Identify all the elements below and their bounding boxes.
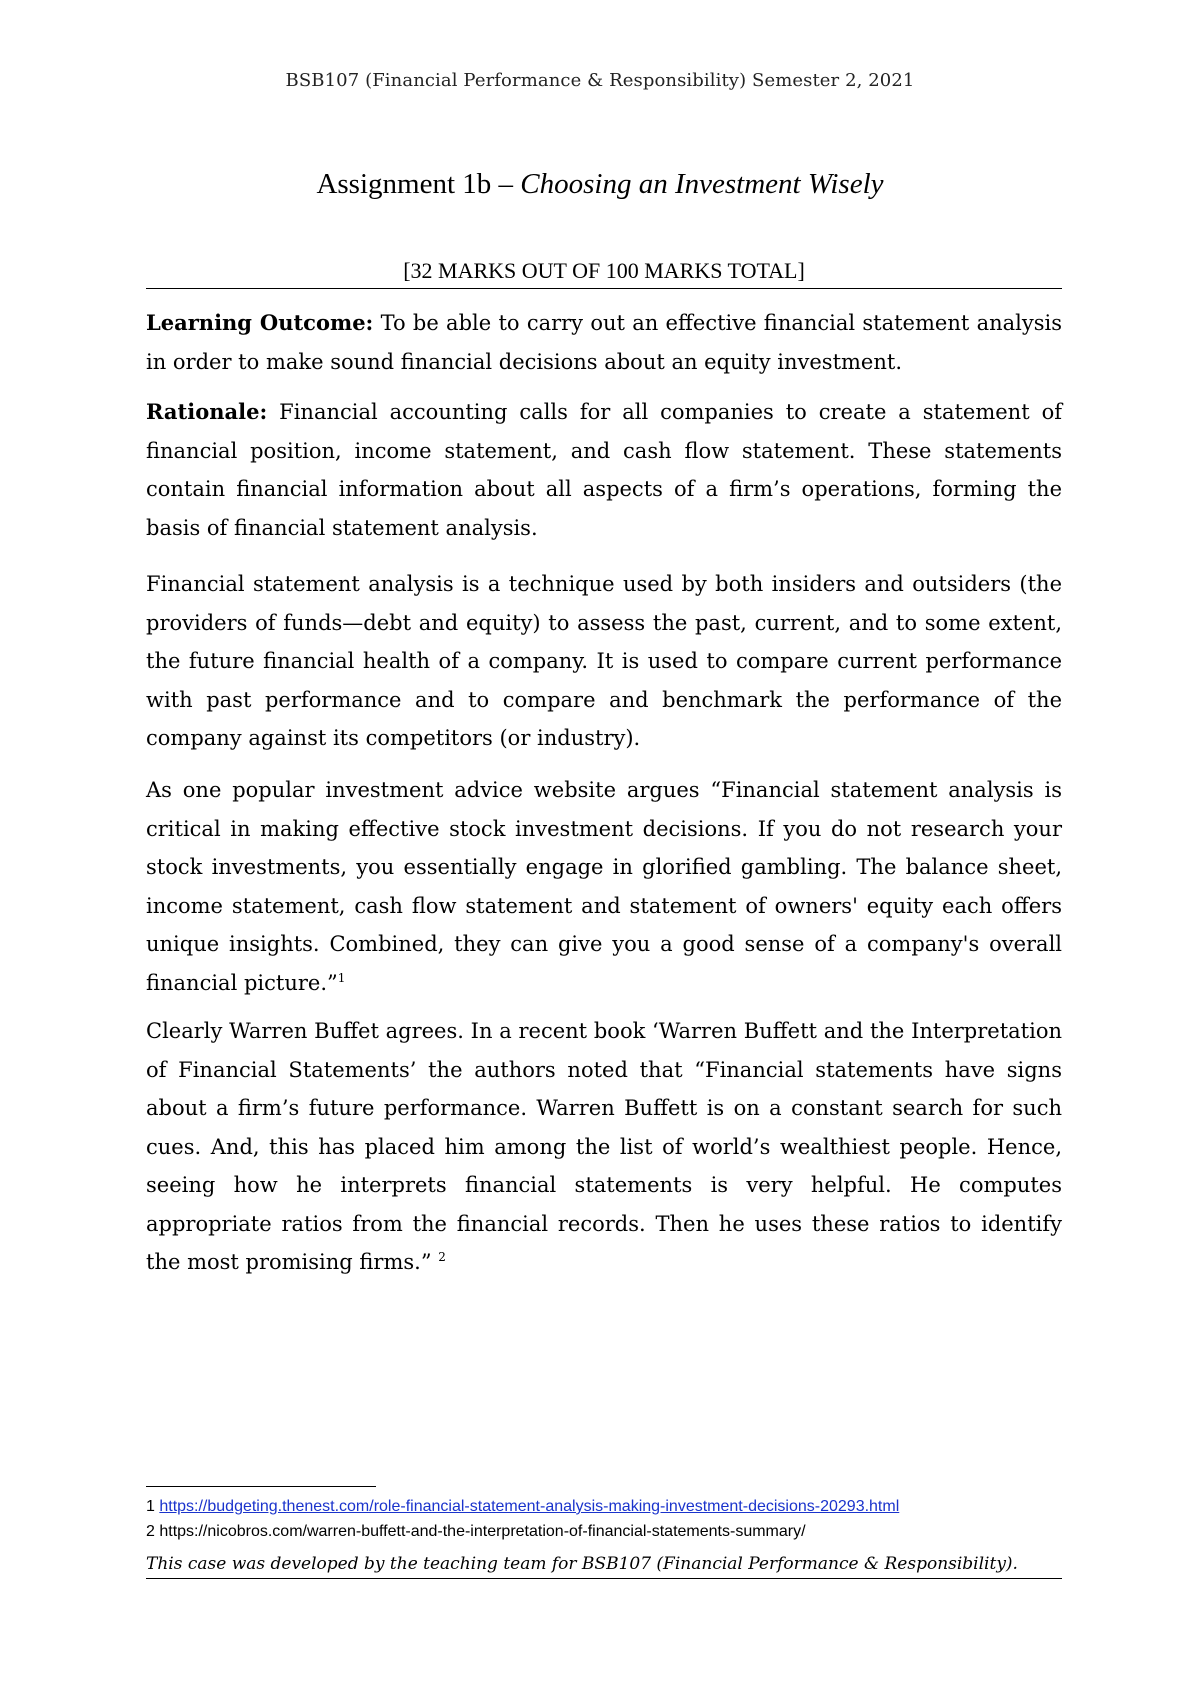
buffett-paragraph (146, 1012, 1062, 1282)
assignment-title (0, 168, 1200, 201)
case-note: This case was developed by the teaching team for BSB107 (Financial Performance & Responsibility). (146, 1550, 1062, 1579)
footnote-2 (146, 1519, 1062, 1544)
footnote-2-url: https://nicobros.com/warren-buffett-and-the-interpretation-of-financial-statements-summary/ (159, 1523, 806, 1540)
marks-banner: [32 MARKS OUT OF 100 MARKS TOTAL] (146, 258, 1062, 289)
title-italic: Choosing an Investment Wisely (520, 168, 884, 200)
footnote-2-number: 2 (146, 1523, 160, 1540)
learning-outcome-label: Learning Outcome: (146, 310, 374, 335)
buffett-text: Clearly Warren Buffet agrees. In a recent book ‘Warren Buffett and the Interpretation of Financial Statements’ the authors noted that “Financial statements have signs about a firm’s future performance. Warren Buffett is on a constant search for such cues. And, this has placed him among the list of world’s wealthiest people. Hence, seeing how he interprets financial statements is very helpful. He computes appropriate ratios from the financial records. Then he uses these ratios to identify the most promising firms.” (146, 1019, 1062, 1274)
footnote-separator (146, 1486, 376, 1487)
analysis-paragraph: Financial statement analysis is a technique used by both insiders and outsiders (the providers of funds—debt and equity) to assess the past, current, and to some extent, the future financial health of a company. It is used to compare current performance with past performance and to compare and benchmark the performance of the company against its competitors (or industry). (146, 572, 1062, 750)
learning-outcome-paragraph (146, 304, 1062, 381)
footnote-1 (146, 1494, 1062, 1519)
rationale-text: Financial accounting calls for all companies to create a statement of financial position, income statement, and cash flow statement. These statements contain financial information about all aspects of a firm’s operations, forming the basis of financial statement analysis. (146, 400, 1062, 540)
rationale-label: Rationale: (146, 399, 268, 424)
quote-paragraph (146, 771, 1062, 1002)
quote-text: As one popular investment advice website argues “Financial statement analysis is critical in making effective stock investment decisions. If you do not research your stock investments, you essentially engage in glorified gambling. The balance sheet, income statement, cash flow statement and statement of owners' equity each offers unique insights. Combined, they can give you a good sense of a company's overall financial picture.” (146, 778, 1062, 995)
footnote-ref-2[interactable]: 2 (438, 1250, 446, 1264)
rationale-paragraph (146, 393, 1062, 547)
title-prefix: Assignment 1b – (316, 168, 521, 200)
learning-outcome-text: To be able to carry out an effective financial statement analysis in order to make sound financial decisions about an equity investment. (146, 311, 1062, 374)
footnote-1-number: 1 (146, 1498, 160, 1515)
footnotes (146, 1494, 1062, 1544)
footnote-1-link[interactable]: https://budgeting.thenest.com/role-financial-statement-analysis-making-investment-decisions-20293.html (159, 1498, 900, 1515)
footnote-ref-1[interactable]: 1 (337, 970, 346, 985)
running-header: BSB107 (Financial Performance & Responsibility) Semester 2, 2021 (285, 70, 915, 91)
